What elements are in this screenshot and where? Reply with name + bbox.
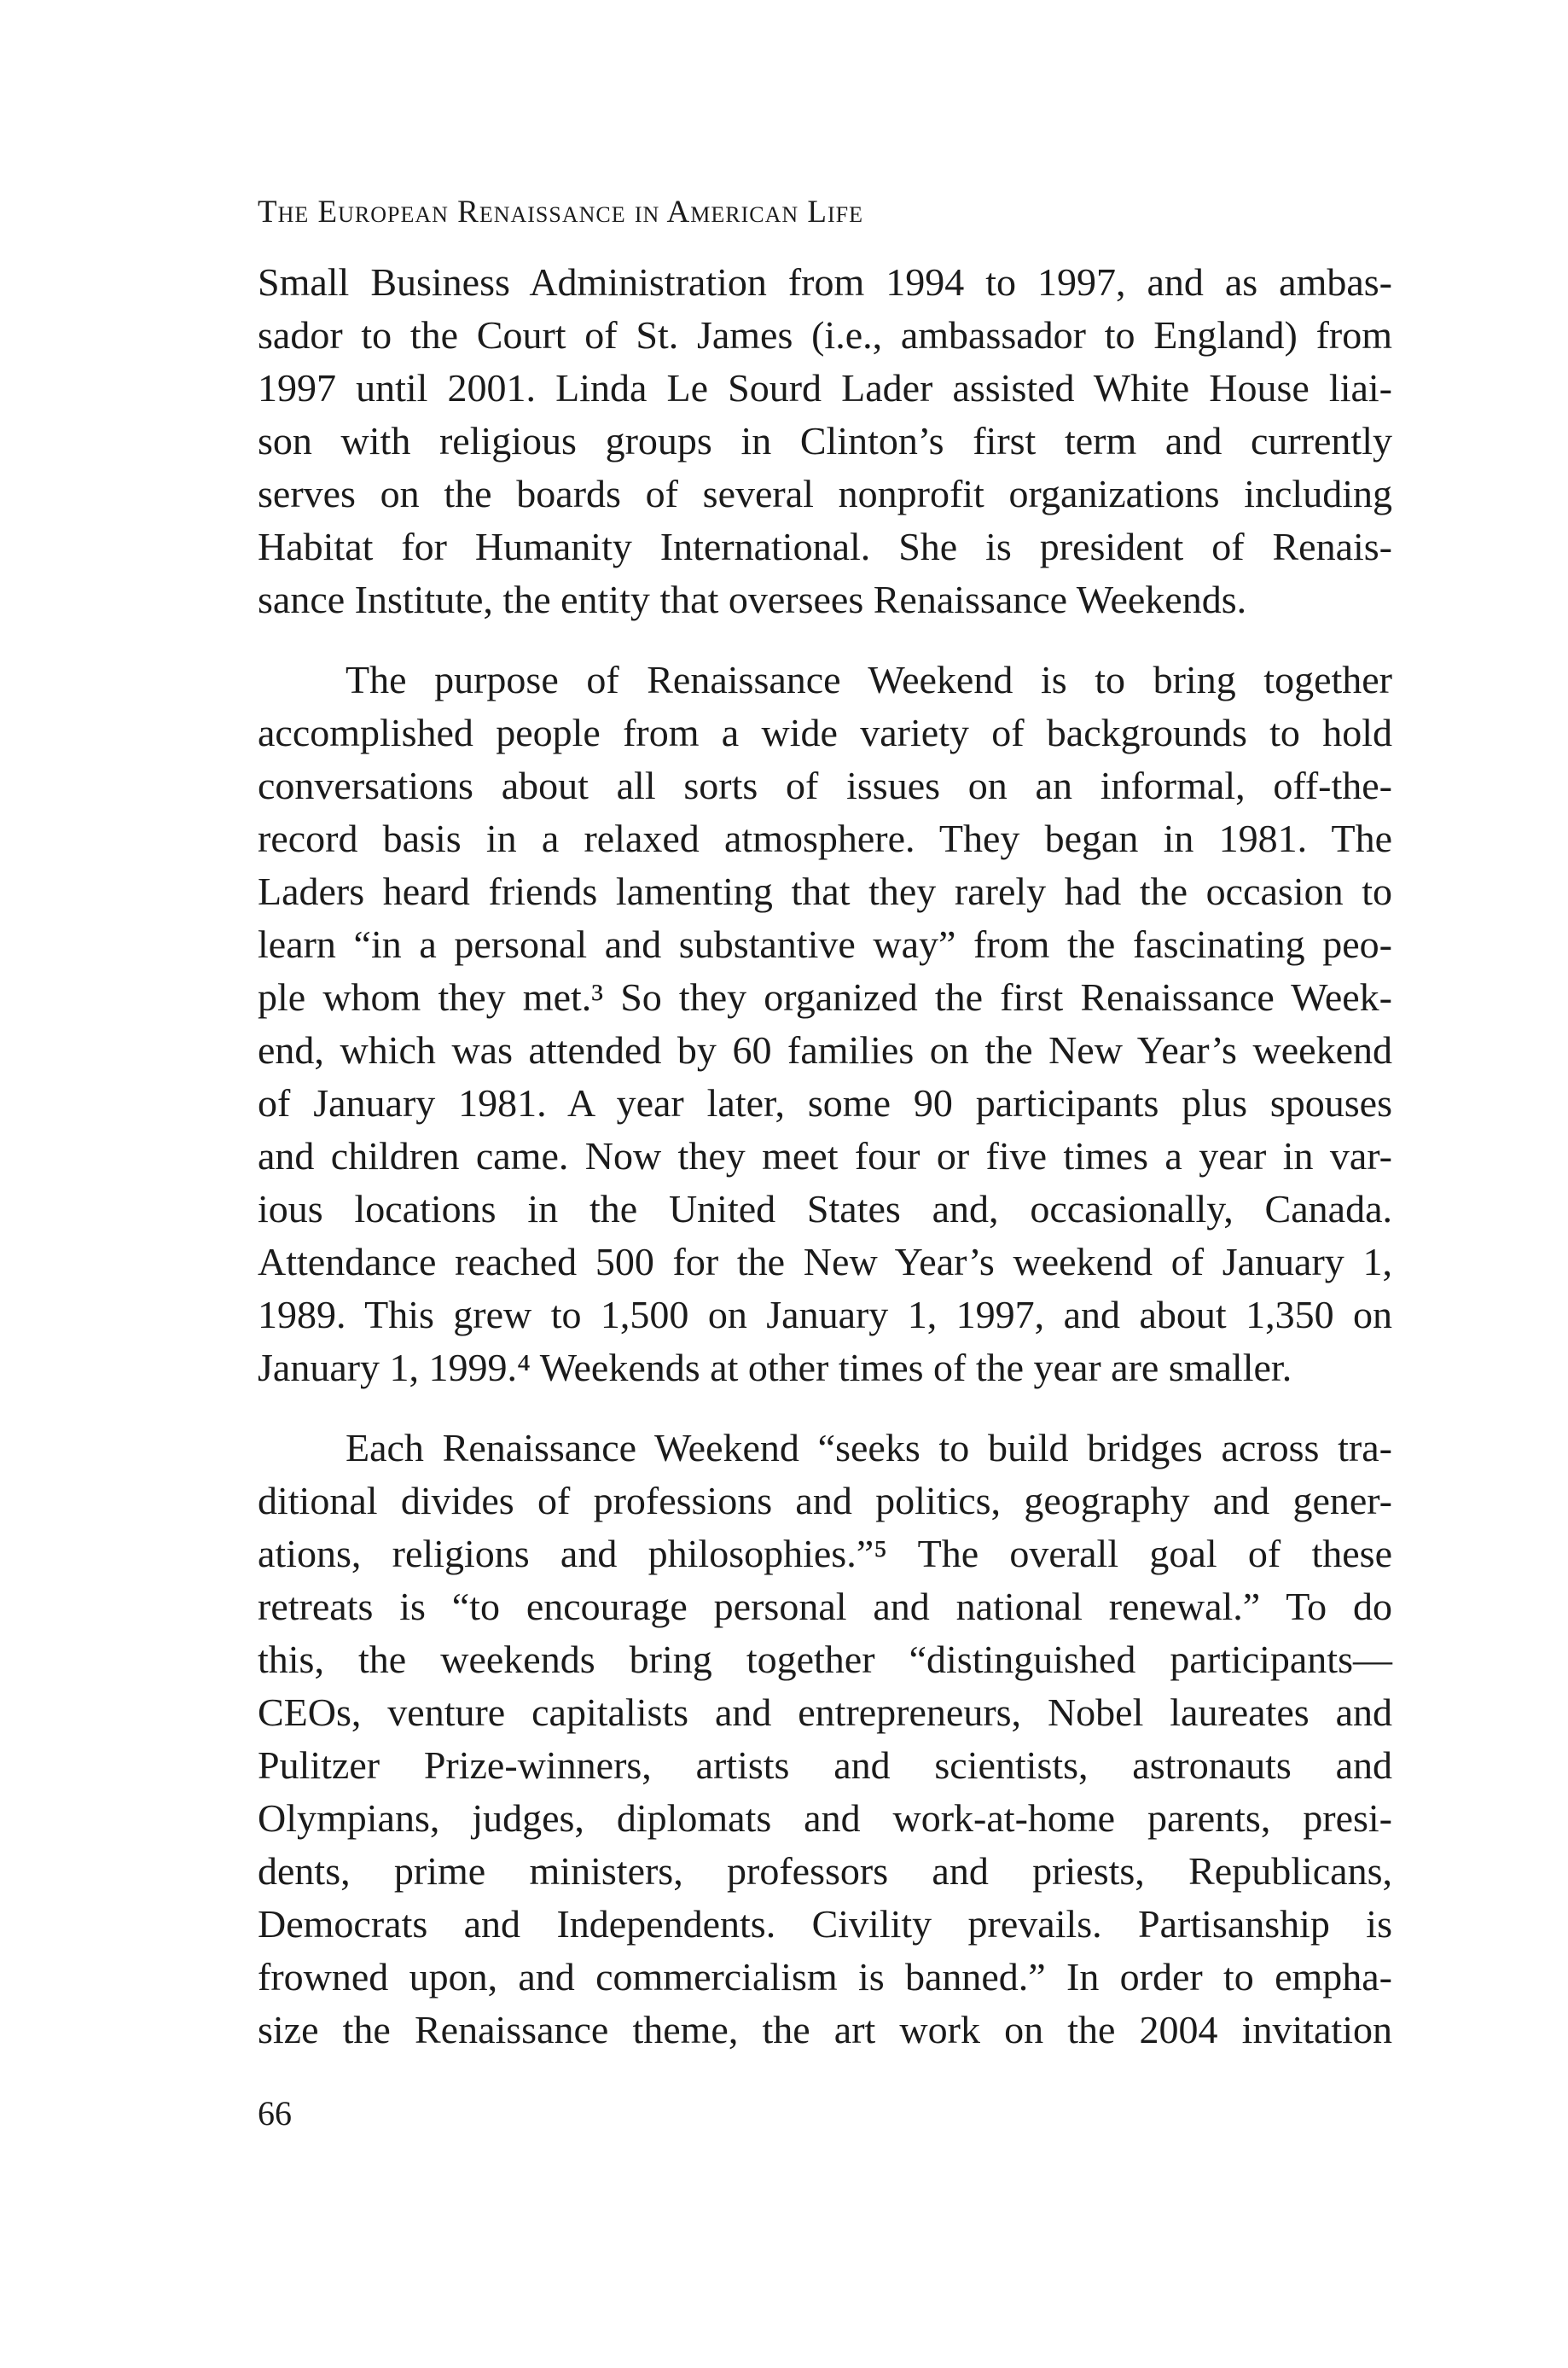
text-line: Pulitzer Prize-winners, artists and scientists, astronauts and <box>258 1743 1392 1787</box>
text-line: accomplished people from a wide variety of backgrounds to hold <box>258 711 1392 754</box>
text-line: and children came. Now they meet four or five times a year in var- <box>258 1134 1392 1178</box>
text-line: ious locations in the United States and, occasionally, Canada. <box>258 1187 1392 1231</box>
text-line: Laders heard friends lamenting that they rarely had the occasion to <box>258 870 1392 913</box>
running-head: The European Renaissance in American Life <box>258 195 863 230</box>
text-line: conversations about all sorts of issues on an informal, off-the- <box>258 764 1392 807</box>
text-line: frowned upon, and commercialism is banned.” In order to empha- <box>258 1955 1392 1999</box>
text-line: learn “in a personal and substantive way” from the fascinating peo- <box>258 922 1392 966</box>
text-line: Each Renaissance Weekend “seeks to build bridges across tra- <box>346 1426 1392 1469</box>
text-line: ations, religions and philosophies.”⁵ The overall goal of these <box>258 1532 1392 1575</box>
text-line: size the Renaissance theme, the art work on the 2004 invitation <box>258 2008 1392 2051</box>
text-line: Small Business Administration from 1994 to 1997, and as ambas- <box>258 260 1392 304</box>
body-text <box>258 256 1392 2084</box>
text-line: record basis in a relaxed atmosphere. They began in 1981. The <box>258 817 1392 860</box>
text-line: CEOs, venture capitalists and entrepreneurs, Nobel laureates and <box>258 1690 1392 1734</box>
text-line: retreats is “to encourage personal and national renewal.” To do <box>258 1585 1392 1628</box>
text-line: ple whom they met.³ So they organized the first Renaissance Week- <box>258 975 1392 1019</box>
paragraph-2 <box>258 654 1392 1394</box>
text-line: Democrats and Independents. Civility prevails. Partisanship is <box>258 1902 1392 1946</box>
text-line: this, the weekends bring together “distinguished participants— <box>258 1638 1392 1681</box>
text-line: of January 1981. A year later, some 90 participants plus spouses <box>258 1081 1392 1125</box>
text-line: Attendance reached 500 for the New Year’s weekend of January 1, <box>258 1240 1392 1283</box>
paragraph-1 <box>258 256 1392 626</box>
text-line: serves on the boards of several nonprofit organizations including <box>258 472 1392 515</box>
text-line: Olympians, judges, diplomats and work-at-home parents, presi- <box>258 1796 1392 1840</box>
paragraph-3 <box>258 1422 1392 2057</box>
text-line: January 1, 1999.⁴ Weekends at other times of the year are smaller. <box>258 1346 1292 1389</box>
page-number: 66 <box>258 2094 292 2132</box>
text-line: 1997 until 2001. Linda Le Sourd Lader assisted White House liai- <box>258 366 1392 410</box>
text-line: dents, prime ministers, professors and priests, Republicans, <box>258 1849 1392 1893</box>
text-line: The purpose of Renaissance Weekend is to bring together <box>346 658 1392 701</box>
text-line: ditional divides of professions and politics, geography and gener- <box>258 1479 1392 1522</box>
text-line: sador to the Court of St. James (i.e., ambassador to England) from <box>258 313 1392 357</box>
text-line: son with religious groups in Clinton’s first term and currently <box>258 419 1392 463</box>
text-line: Habitat for Humanity International. She is president of Renais- <box>258 525 1392 568</box>
text-line: end, which was attended by 60 families on the New Year’s weekend <box>258 1028 1392 1072</box>
text-line: 1989. This grew to 1,500 on January 1, 1997, and about 1,350 on <box>258 1293 1392 1336</box>
text-line: sance Institute, the entity that oversees Renaissance Weekends. <box>258 578 1247 621</box>
